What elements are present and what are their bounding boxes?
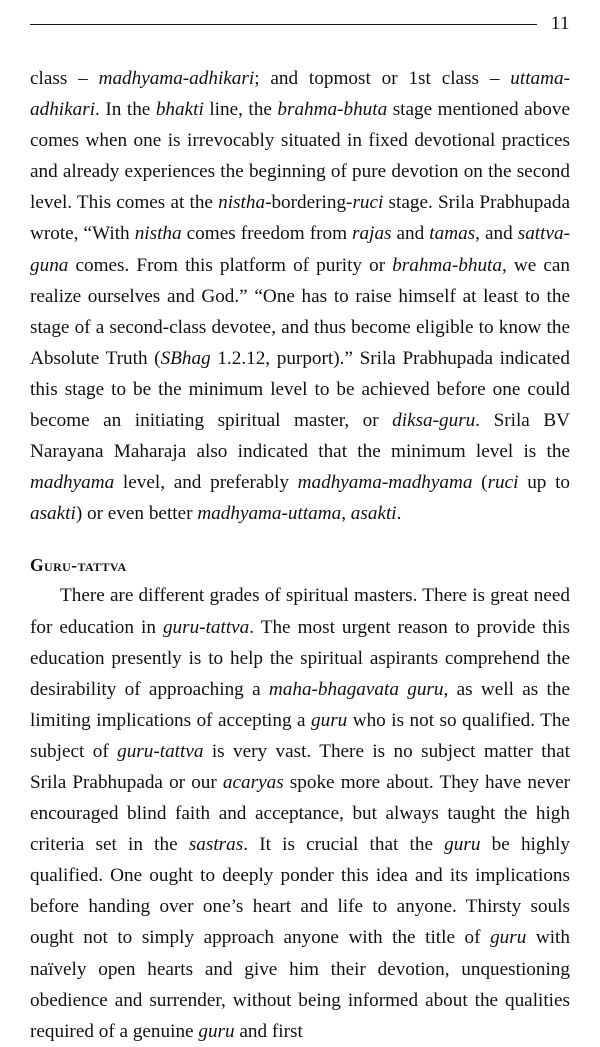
page-body [30, 63, 570, 1047]
paragraph-guru-tattva: There are different grades of spiritual masters. There is great need for education in guru-tattva. The most urgent reason to provide this education presently is to help the spiritual aspirants comprehend the desirability of approaching a maha-bhagavata guru, as well as the limiting implications of accepting a guru who is not so qualified. The subject of guru-tattva is very vast. There is no subject matter that Srila Prabhupada or our acaryas spoke more about. They have never encouraged blind faith and acceptance, but always taught the high criteria set in the sastras. It is crucial that the guru be highly qualified. One ought to deeply ponder this idea and its implications before handing over one’s heart and life to anyone. Thirsty souls ought not to simply approach anyone with the title of guru with naïvely open hearts and give him their devotion, unquestioning obedience and surrender, without being informed about the qualities required of a genuine guru and first [30, 585, 570, 1042]
page-number: 11 [550, 13, 570, 34]
section-heading-guru-tattva: Guru-tattva [30, 555, 127, 576]
paragraph-continued: class – madhyama-adhikari; and topmost or 1st class – uttama-adhikari. In the bhakti line, the brahma-bhuta stage mentioned above comes when one is irrevocably situated in fixed devotional practices and already experiences the beginning of pure devotion on the second level. This comes at the nistha-bordering-ruci stage. Srila Prabhupada wrote, “With nistha comes freedom from rajas and tamas, and sattva-guna comes. From this platform of purity or brahma-bhuta, we can realize ourselves and God.” “One has to raise himself at least to the stage of a second-class devotee, and thus become eligible to know the Absolute Truth (SBhag 1.2.12, purport).” Srila Prabhupada indicated this stage to be the minimum level to be achieved before one could become an initiating spiritual master, or diksa-guru. Srila BV Narayana Maharaja also indicated that the minimum level is the madhyama level, and preferably madhyama-madhyama (ruci up to asakti) or even better madhyama-uttama, asakti. [30, 68, 571, 525]
header-rule [30, 24, 537, 25]
page-header [30, 0, 570, 33]
